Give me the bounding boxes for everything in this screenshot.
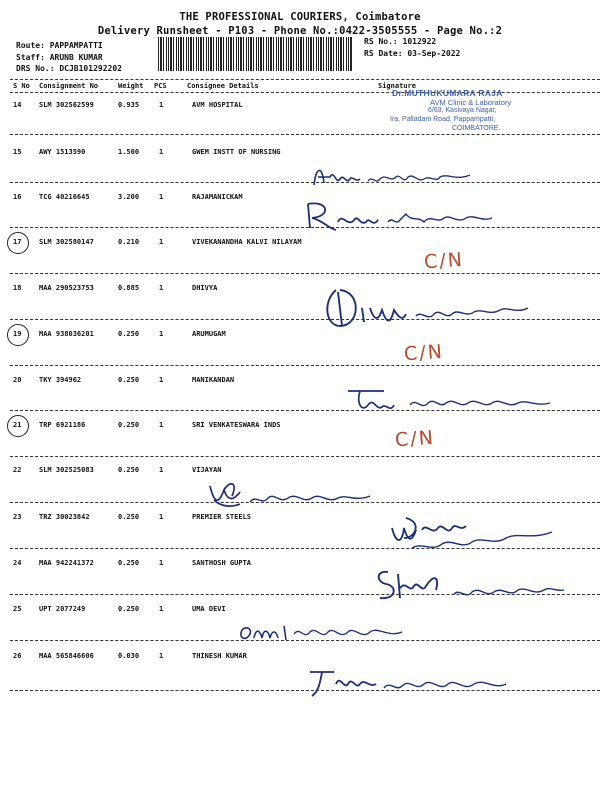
row-pcs: 1 — [159, 284, 164, 292]
row-sno: 17 — [13, 238, 22, 246]
row-sno: 21 — [13, 421, 22, 429]
row-weight: 0.885 — [118, 284, 140, 292]
row-consignment-no: TKY 394962 — [39, 376, 82, 384]
row-consignee: ARUMUGAM — [192, 330, 226, 338]
row-sno: 15 — [13, 148, 22, 156]
row-pcs: 1 — [159, 376, 164, 384]
row-sno: 26 — [13, 652, 22, 660]
row-pcs: 1 — [159, 559, 164, 567]
row-separator — [10, 273, 600, 274]
signature-23 — [382, 508, 582, 556]
col-header-signature: Signature — [378, 82, 416, 90]
col-header-details: Consignee Details — [187, 82, 259, 90]
col-header-pcs: PCS — [154, 82, 167, 90]
row-sno: 22 — [13, 466, 22, 474]
drs-number: DRS No.: DCJB101292202 — [16, 64, 122, 73]
row-sno: 19 — [13, 330, 22, 338]
row-weight: 0.250 — [118, 330, 140, 338]
col-header-weight: Weight — [118, 82, 144, 90]
row-consignee: VIJAYAN — [192, 466, 222, 474]
row-consignment-no: MAA 565846606 — [39, 652, 94, 660]
row-consignment-no: UPT 2077249 — [39, 605, 86, 613]
stamp-line-3: 6/63, Kasivaya Nagar, — [428, 107, 497, 114]
row-sno: 20 — [13, 376, 22, 384]
stamp-line-4: Ira, Palladam Road, Pappampatti, — [390, 116, 496, 123]
row-pcs: 1 — [159, 193, 164, 201]
row-weight: 0.250 — [118, 376, 140, 384]
signature-22 — [200, 476, 390, 516]
row-pcs: 1 — [159, 652, 164, 660]
barcode — [158, 37, 353, 71]
route-staff-block — [16, 40, 122, 75]
signature-20 — [340, 383, 570, 419]
row-weight: 0.250 — [118, 466, 140, 474]
rs-date: RS Date: 03-Sep-2022 — [364, 48, 461, 58]
row-consignee: RAJAMANICKAM — [192, 193, 243, 201]
row-consignment-no: TRP 6921186 — [39, 421, 86, 429]
row-consignment-no: SLM 302580147 — [39, 238, 94, 246]
row-consignment-no: MAA 938036201 — [39, 330, 94, 338]
row-consignment-no: AWY 1513590 — [39, 148, 86, 156]
row-pcs: 1 — [159, 513, 164, 521]
row-consignee: GWEM INSTT OF NURSING — [192, 148, 281, 156]
cn-annotation-17: C/N — [423, 248, 465, 274]
doctor-stamp — [382, 88, 592, 140]
row-sno: 18 — [13, 284, 22, 292]
row-consignee: SANTHOSH GUPTA — [192, 559, 252, 567]
row-pcs: 1 — [159, 101, 164, 109]
row-weight: 0.210 — [118, 238, 140, 246]
route-label: Route: PAPPAMPATTI — [16, 41, 103, 50]
rs-info-block — [364, 36, 460, 59]
row-consignee: VIVEKANANDHA KALVI NILAYAM — [192, 238, 302, 246]
row-pcs: 1 — [159, 330, 164, 338]
row-weight: 0.935 — [118, 101, 140, 109]
row-pcs: 1 — [159, 238, 164, 246]
row-consignment-no: MAA 942241372 — [39, 559, 94, 567]
rs-number: RS No.: 1012922 — [364, 37, 437, 46]
cn-annotation-21: C/N — [394, 426, 436, 452]
row-consignee: MANIKANDAN — [192, 376, 235, 384]
sno-circle-mark — [7, 324, 29, 346]
row-consignment-no: SLM 302562599 — [39, 101, 94, 109]
signature-15 — [300, 155, 500, 195]
cn-annotation-19: C/N — [403, 340, 445, 366]
row-pcs: 1 — [159, 421, 164, 429]
row-weight: 0.250 — [118, 559, 140, 567]
company-title: THE PROFESSIONAL COURIERS, Coimbatore — [179, 11, 421, 23]
row-consignee: UMA DEVI — [192, 605, 226, 613]
signature-16 — [298, 194, 508, 238]
row-pcs: 1 — [159, 605, 164, 613]
row-consignment-no: TCG 40216645 — [39, 193, 90, 201]
row-sno: 23 — [13, 513, 22, 521]
row-weight: 0.250 — [118, 421, 140, 429]
runsheet-subtitle: Delivery Runsheet - P103 - Phone No.:0422-3505555 - Page No.:2 — [97, 25, 503, 37]
sno-circle-mark — [7, 415, 29, 437]
signature-18 — [316, 282, 546, 334]
signature-26 — [300, 662, 540, 702]
row-consignee: SRI VENKATESWARA INDS — [192, 421, 281, 429]
stamp-line-2: AVM Clinic & Laboratory — [430, 98, 512, 107]
row-pcs: 1 — [159, 148, 164, 156]
row-pcs: 1 — [159, 466, 164, 474]
stamp-line-5: COIMBATORE. — [452, 125, 501, 132]
col-header-consignment: Consignment No — [39, 82, 99, 90]
row-sno: 16 — [13, 193, 22, 201]
row-sno: 24 — [13, 559, 22, 567]
row-sno: 25 — [13, 605, 22, 613]
row-consignee: PREMIER STEELS — [192, 513, 252, 521]
row-weight: 0.250 — [118, 513, 140, 521]
row-sno: 14 — [13, 101, 22, 109]
row-consignment-no: SLM 302525083 — [39, 466, 94, 474]
signature-25 — [232, 616, 432, 646]
row-consignee: THINESH KUMAR — [192, 652, 247, 660]
staff-label: Staff: ARUNB KUMAR — [16, 52, 103, 62]
row-weight: 0.030 — [118, 652, 140, 660]
stamp-line-1: Dr.MUTHUKUMARA RAJA — [392, 88, 503, 98]
row-weight: 1.500 — [118, 148, 140, 156]
row-consignment-no: TRZ 30023842 — [39, 513, 90, 521]
row-consignee: AVM HOSPITAL — [192, 101, 243, 109]
row-separator — [10, 365, 600, 366]
header-separator-top — [10, 79, 600, 80]
row-weight: 0.250 — [118, 605, 140, 613]
sno-circle-mark — [7, 232, 29, 254]
row-weight: 3.200 — [118, 193, 140, 201]
row-consignee: DHIVYA — [192, 284, 218, 292]
row-separator — [10, 456, 600, 457]
signature-24 — [370, 560, 570, 606]
row-consignment-no: MAA 290523753 — [39, 284, 94, 292]
col-header-sno: S No — [13, 82, 30, 90]
